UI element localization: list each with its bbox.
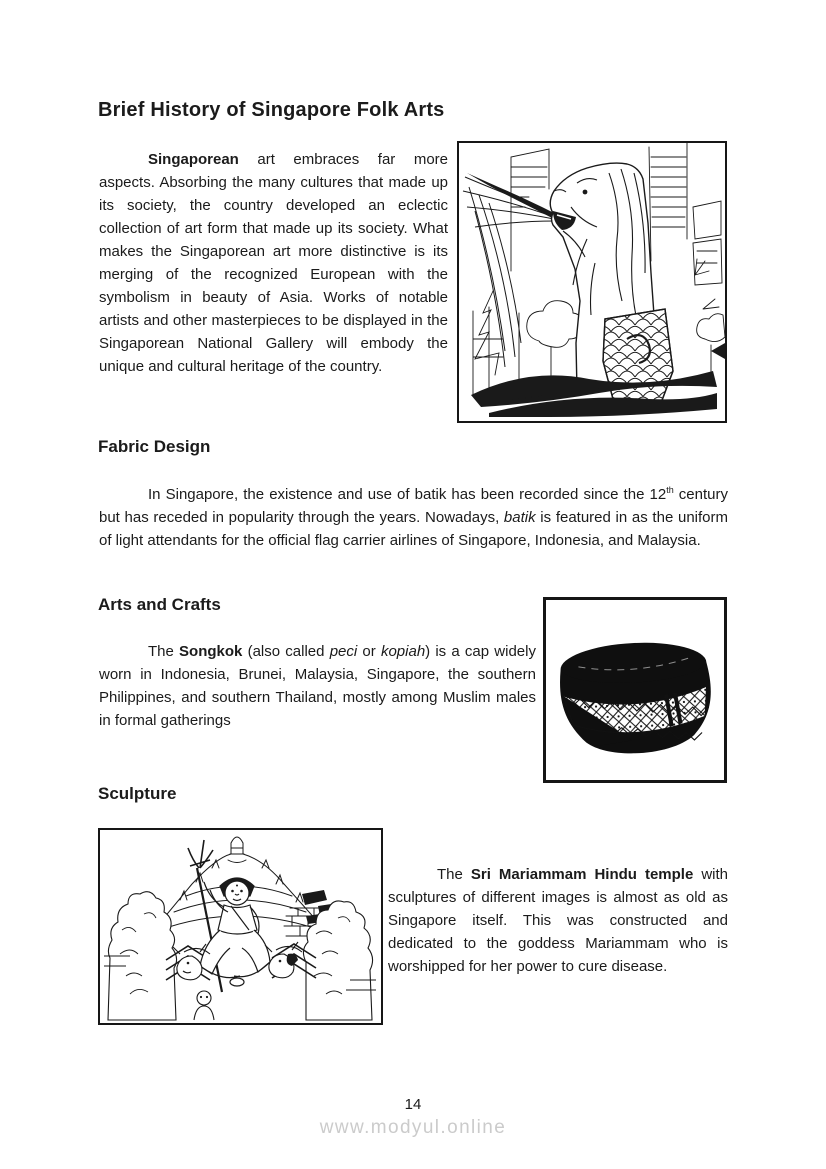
heading-sculpture: Sculpture (98, 784, 177, 803)
sculpture-paragraph: The Sri Mariammam Hindu temple with sculptures of different images is almost as old as Singapore itself. This was constructed and dedicated to the goddess Mariammam who is worshipped for her power to cure disease. (388, 866, 729, 975)
songkok-image-frame (543, 597, 727, 783)
fabric-design-paragraph: In Singapore, the existence and use of batik has been recorded since the 12th century but has receded in popularity through the years. Nowadays, batik is featured in as the uniform of light attendants for the official flag carrier airlines of Singapore, Indonesia, and Malaysia. (99, 485, 728, 549)
intro-paragraph: Singaporean art embraces far more aspects. Absorbing the many cultures that made up its society, the country developed an eclectic collection of art form that made up its society. What makes the Singaporean art more distinctive is its merging of the recognized European with the symbolism in beauty of Asia. Works of notable artists and other masterpieces to be displayed in the Singaporean National Gallery will embody the unique and cultural heritage of the country. (99, 151, 448, 375)
arts-and-crafts-paragraph: The Songkok (also called peci or kopiah) is a cap widely worn in Indonesia, Brunei, Malaysia, Singapore, the southern Philippines, and southern Thailand, mostly among Muslim males in formal gatherings (99, 643, 536, 729)
page-title: Brief History of Singapore Folk Arts (98, 99, 445, 121)
heading-fabric-design: Fabric Design (98, 437, 211, 456)
temple-image-frame (98, 828, 383, 1025)
heading-arts-and-crafts: Arts and Crafts (98, 595, 221, 614)
songkok-illustration (546, 600, 724, 780)
merlion-illustration (459, 143, 725, 421)
temple-sculpture-illustration (100, 830, 381, 1023)
merlion-image-frame (457, 141, 727, 423)
page-number: 14 (404, 1096, 422, 1113)
watermark-text: www.modyul.online (319, 1117, 507, 1138)
